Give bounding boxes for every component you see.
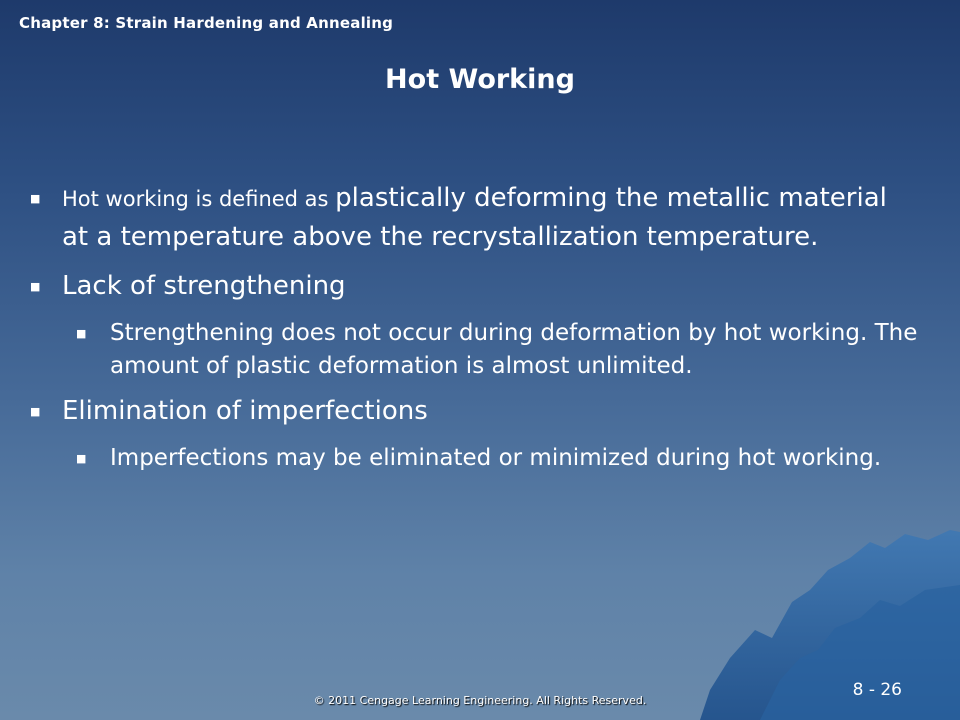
square-bullet-icon: ■ [30,405,41,418]
sub-bullet-item [28,317,918,383]
page-number: 8 - 26 [852,680,902,700]
sub-bullet-text: Imperfections may be eliminated or minimized during hot working. [110,445,882,471]
square-bullet-icon: ■ [30,280,41,293]
slide-title: Hot Working [385,64,575,95]
square-bullet-icon: ■ [76,452,87,465]
bullet-item [28,393,918,432]
copyright-footer: © 2011 Cengage Learning Engineering. All Rights Reserved. [313,694,647,707]
bullet-text: Elimination of imperfections [62,396,428,426]
chapter-header: Chapter 8: Strain Hardening and Annealing [19,14,394,32]
square-bullet-icon: ■ [30,192,41,205]
bullet-text: Lack of strengthening [62,271,346,301]
square-bullet-icon: ■ [76,327,87,340]
mountain-decoration-icon [700,530,960,720]
bullet-text-intro: Hot working is defined as [62,187,336,211]
sub-bullet-item [28,442,918,475]
bullet-text-definition: plastically deforming the metallic material at a temperature above the recrystallization temperature. [62,183,887,252]
bullet-item [28,180,918,258]
bullet-list [28,180,918,485]
bullet-item [28,268,918,307]
sub-bullet-text: Strengthening does not occur during deformation by hot working. The amount of plastic deformation is almost unlimited. [110,320,918,379]
